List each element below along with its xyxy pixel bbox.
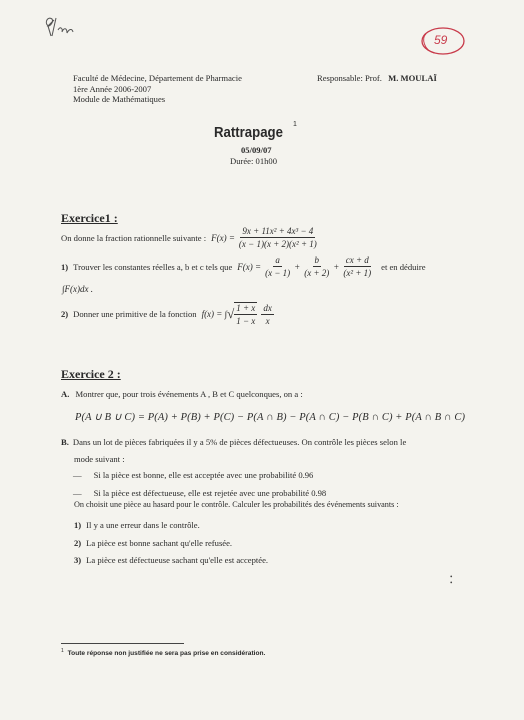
title-block: [214, 121, 297, 142]
dash-icon: —: [73, 470, 82, 480]
partA: [61, 389, 303, 399]
exercise1-heading: Exercice1 :: [61, 211, 118, 225]
partB-line2: mode suivant :: [74, 454, 125, 464]
frac-c-den: (x² + 1): [343, 268, 372, 278]
q2-radical-frac: [234, 302, 257, 326]
q1-tail: et en déduire: [381, 261, 426, 272]
exam-duration: Durée: 01h00: [230, 156, 278, 166]
q2-text: Donner une primitive de la fonction: [73, 309, 197, 319]
partB: [61, 434, 406, 468]
inclusion-exclusion-formula: P(A ∪ B ∪ C) = P(A) + P(B) + P(C) − P(A ∩ B) − P(A ∩ C) − P(B ∩ C) + P(A ∩ B ∩ C): [75, 412, 466, 423]
e2-q1-number: 1): [74, 520, 82, 530]
frac-a-den: (x − 1): [265, 268, 291, 278]
q1-number: 1): [61, 261, 69, 272]
header-left: [73, 73, 242, 105]
bullet1-text: Si la pièce est bonne, elle est acceptée avec une probabilité 0.96: [93, 470, 314, 480]
bullet2-text: Si la pièce est défectueuse, elle est rejetée avec une probabilité 0.98: [93, 488, 327, 498]
e2-q2-text: La pièce est bonne sachant qu'elle refusée.: [86, 537, 233, 548]
radical-num: 1 + x: [236, 303, 256, 313]
frac-a-num: a: [275, 255, 280, 265]
faculty-line: Faculté de Médecine, Département de Pharmacie: [73, 73, 242, 83]
q2-number: 2): [61, 309, 69, 319]
q1-frac-c: [341, 255, 373, 278]
exam-date: 05/09/07: [241, 145, 272, 155]
grade-stamp-text: 59: [434, 33, 448, 47]
q1-frac-a: [263, 255, 292, 278]
dx-den: x: [265, 315, 270, 326]
footnote: [61, 648, 265, 657]
question-item: [74, 535, 268, 553]
e2-q1-text: Il y a une erreur dans le contrôle.: [86, 520, 200, 530]
fx-numerator: 9x + 11x² + 4x³ − 4: [242, 226, 314, 236]
title-footnote-mark: 1: [293, 121, 297, 128]
dx-num: dx: [263, 302, 272, 313]
partA-text: Montrer que, pour trois événements A , B et C quelconques, on a :: [75, 389, 303, 399]
q2-lhs: f(x) = ∫: [201, 309, 228, 319]
radical-den: 1 − x: [236, 316, 256, 326]
e2-q2-number: 2): [74, 537, 82, 548]
bullet-item: [73, 466, 326, 484]
e2-q3-number: 3): [74, 555, 82, 565]
fx-denominator: (x − 1)(x + 2)(x² + 1): [238, 239, 317, 249]
handwritten-mark-icon: [42, 14, 82, 40]
q1-text: Trouver les constantes réelles a, b et c tels que: [73, 261, 233, 272]
footnote-rule: [61, 643, 184, 644]
e2-q3-text: La pièce est défectueuse sachant qu'elle est acceptée.: [86, 555, 269, 565]
partA-label: A.: [61, 389, 70, 399]
exercise2-heading: Exercice 2 :: [61, 367, 121, 381]
q2-dx-frac: [261, 303, 274, 326]
fx-fraction: [237, 226, 319, 249]
grade-stamp: [418, 24, 468, 63]
page-title: Rattrapage: [214, 124, 283, 141]
choice-line: On choisit une pièce au hasard pour le contrôle. Calculer les probabilités des événements suivants :: [74, 500, 399, 509]
question-item: [74, 552, 268, 570]
q1-frac-b: [302, 255, 331, 278]
bullet-list: [73, 466, 326, 502]
partB-line1: Dans un lot de pièces fabriquées il y a 5% de pièces défectueuses. On contrôle les pièces selon le: [72, 437, 407, 447]
frac-c-num: cx + d: [345, 255, 369, 265]
responsable-name: M. MOULAÏ: [388, 73, 437, 83]
q1-integral: ∫F(x)dx .: [62, 284, 93, 294]
module-line: Module de Mathématiques: [73, 94, 166, 104]
q1-lhs: F(x) =: [237, 261, 262, 272]
margin-dots: • •: [450, 573, 453, 587]
frac-b-den: (x + 2): [304, 268, 330, 278]
exercise2-questions: [74, 517, 268, 570]
radical-sign: √: [227, 306, 235, 321]
exercise1-intro: [61, 226, 321, 249]
intro-text: On donne la fraction rationnelle suivante :: [61, 232, 207, 243]
exercise1-q2: [61, 302, 276, 326]
exercise1-q1: 1) Trouver les constantes réelles a, b et c tels que F(x) = $\frac{a}{(x - 1)}$ + $\frac{b}{(x + 2)}$ + $\frac{cx + d}{\text{(x² + 1)}}$ et en déduire: [61, 255, 426, 278]
footnote-mark: 1: [61, 648, 64, 654]
responsable-label: Responsable: Prof.: [317, 73, 382, 83]
footnote-text: Toute réponse non justifiée ne sera pas prise en considération.: [67, 650, 266, 658]
handwritten-annotation: [42, 14, 82, 45]
partB-label: B.: [61, 437, 69, 447]
header-right: [317, 73, 437, 84]
fx-lhs: F(x) =: [211, 232, 235, 243]
dash-icon: —: [73, 488, 82, 498]
year-line: 1ère Année 2006-2007: [73, 83, 152, 94]
frac-b-num: b: [314, 255, 320, 265]
question-item: [74, 517, 268, 535]
